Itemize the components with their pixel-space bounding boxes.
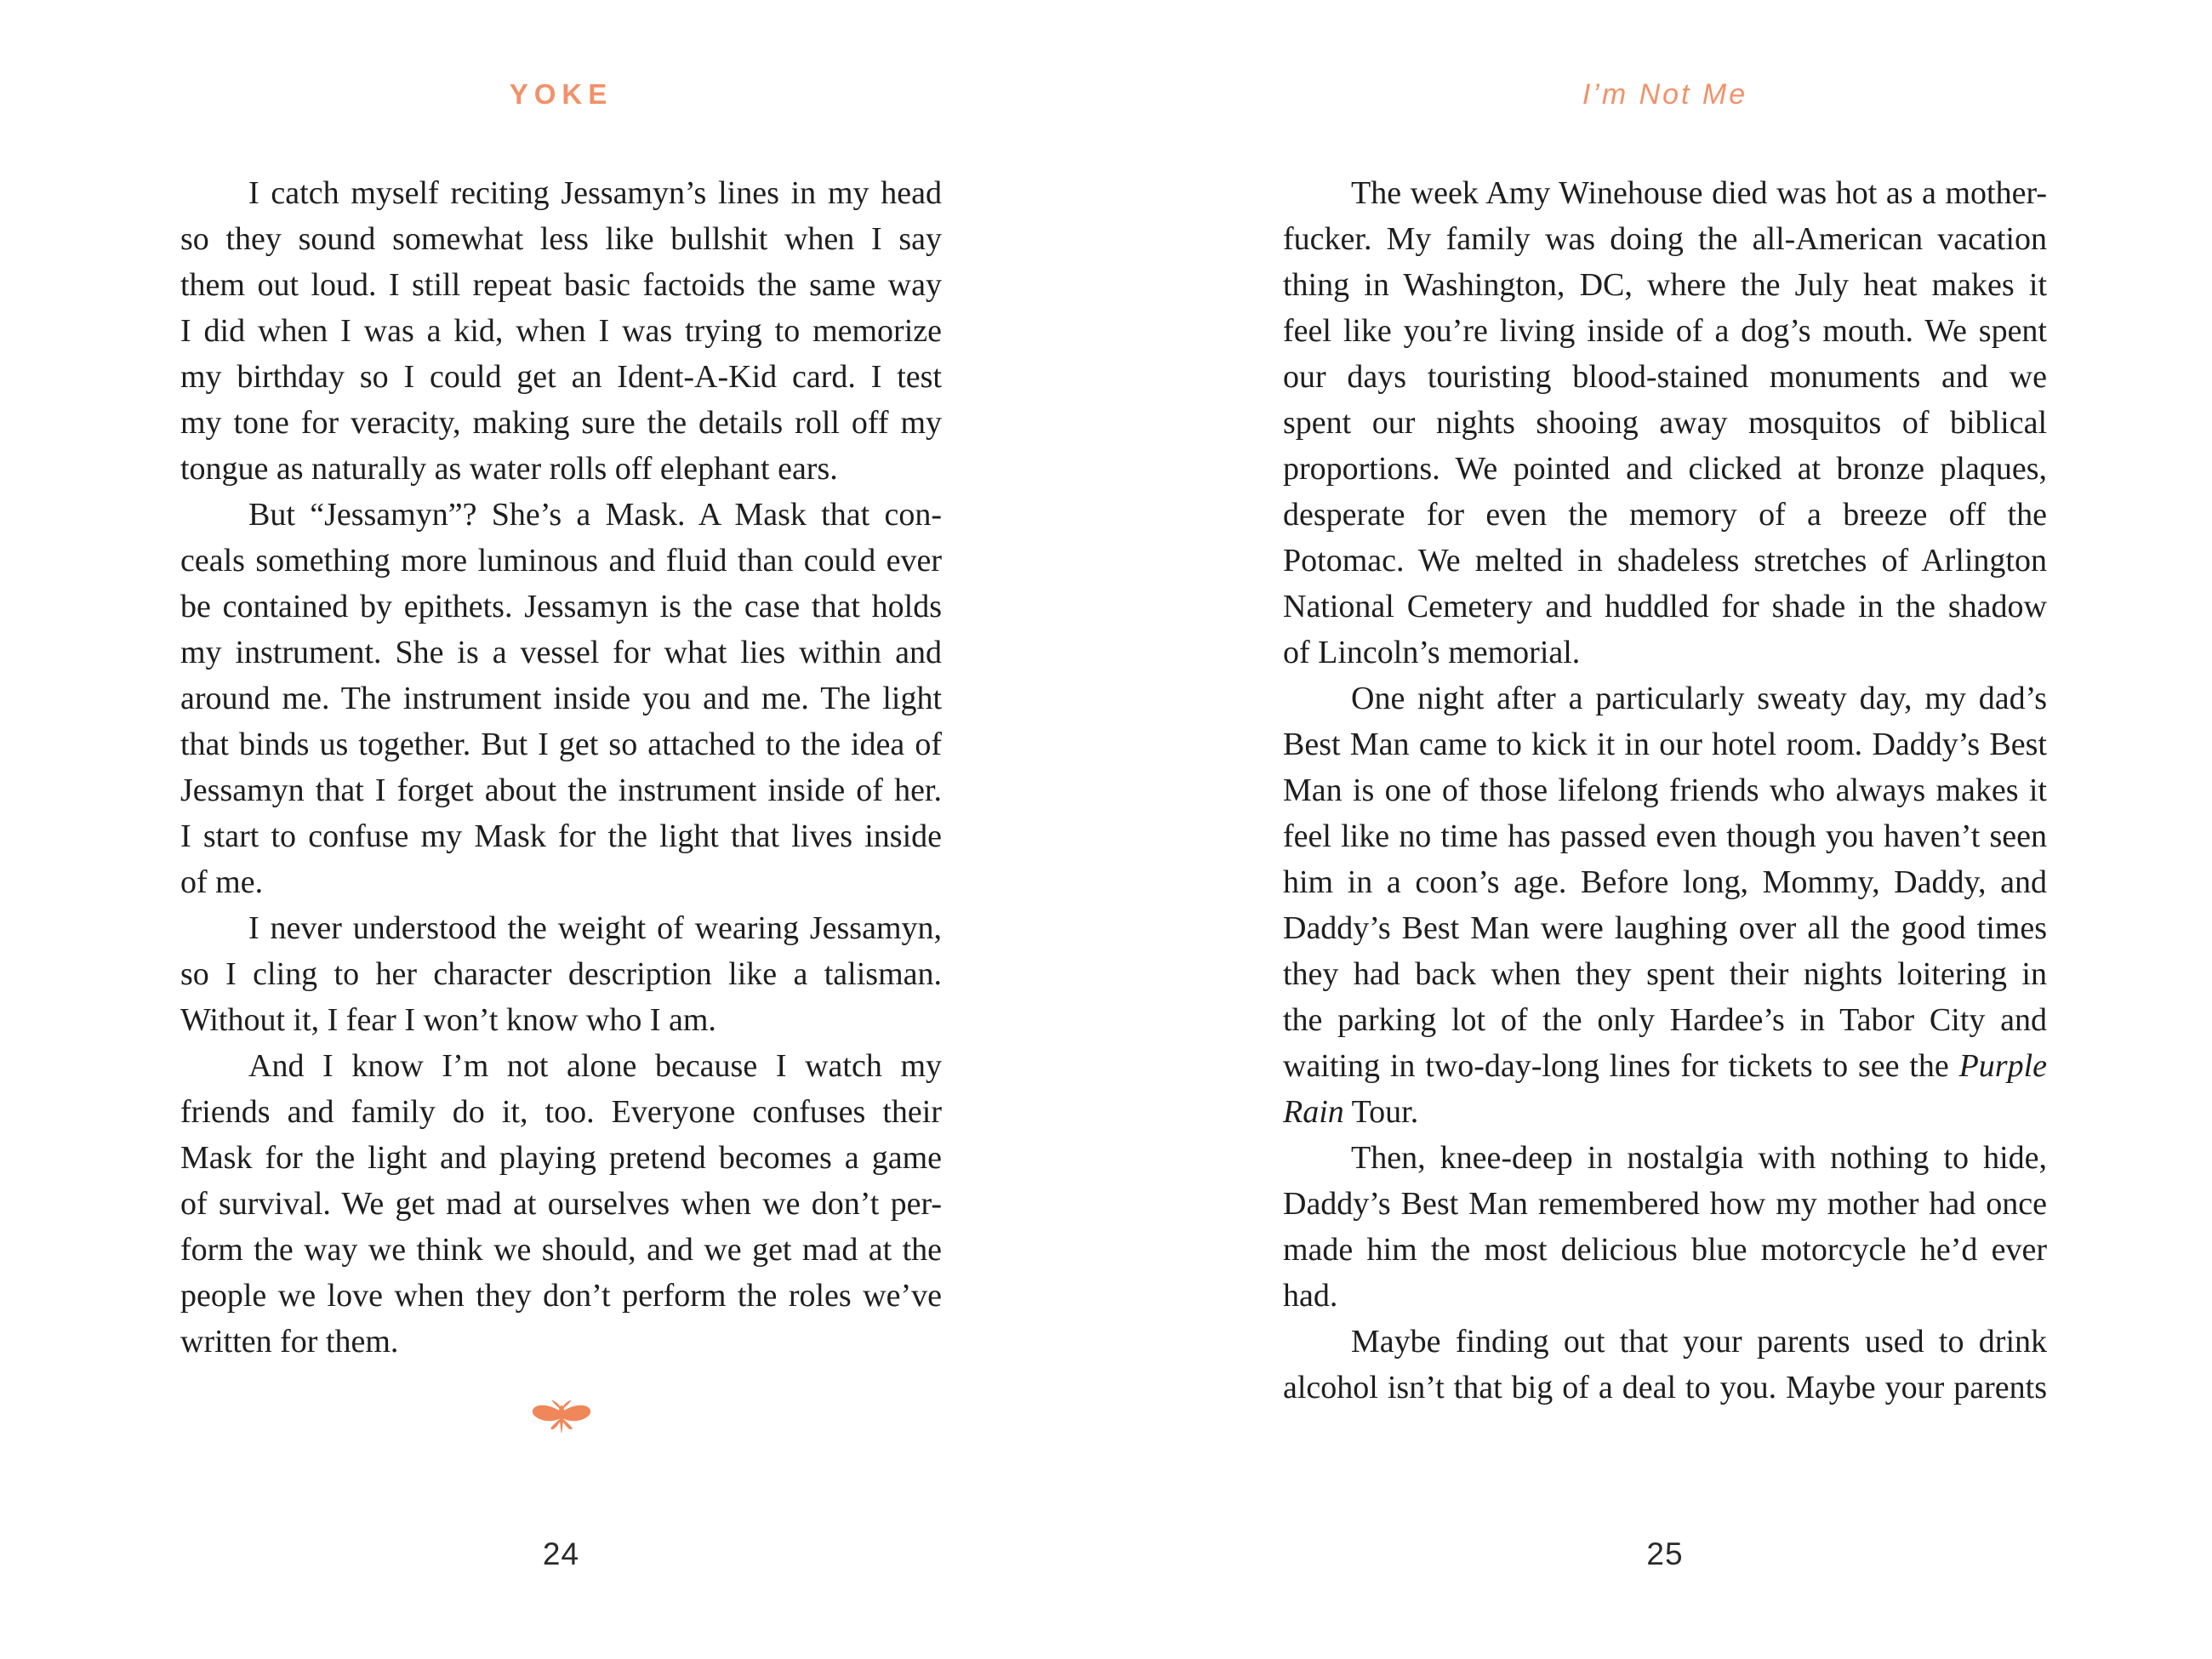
text-line: Man is one of those lifelong friends who always makes it xyxy=(1283,772,2047,808)
text-line: that binds us together. But I get so attached to the idea of xyxy=(180,727,942,762)
text-line: Daddy’s Best Man remembered how my mother had once xyxy=(1283,1186,2047,1222)
text-line: I never understood the weight of wearing Jessamyn, xyxy=(248,910,942,946)
text-line: friends and family do it, too. Everyone confuses their xyxy=(180,1094,942,1130)
text-line: And I know I’m not alone because I watch my xyxy=(248,1048,942,1084)
text-line: But “Jessamyn”? She’s a Mask. A Mask that con- xyxy=(248,497,942,533)
text-line: they had back when they spent their nights loitering in xyxy=(1283,956,2047,992)
moth-icon xyxy=(528,1430,595,1445)
text-line: I start to confuse my Mask for the light that lives inside xyxy=(180,818,942,854)
text-line: around me. The instrument inside you and me. The light xyxy=(180,681,942,716)
text-line: so I cling to her character description like a talisman. xyxy=(180,956,942,992)
text-line: the parking lot of the only Hardee’s in Tabor City and xyxy=(1283,1002,2047,1038)
page-right xyxy=(1283,0,2047,1659)
text-line: Maybe finding out that your parents used to drink xyxy=(1351,1324,2047,1360)
text-line: tongue as naturally as water rolls off elephant ears. xyxy=(180,451,838,487)
text-line: proportions. We pointed and clicked at bronze plaques, xyxy=(1283,451,2047,487)
text-line: Jessamyn that I forget about the instrument inside of her. xyxy=(180,772,942,808)
text-line: I catch myself reciting Jessamyn’s lines in my head xyxy=(248,175,942,211)
text-line: made him the most delicious blue motorcycle he’d ever xyxy=(1283,1232,2047,1268)
page-number-left: 24 xyxy=(542,1536,580,1571)
text-line: Mask for the light and playing pretend becomes a game xyxy=(180,1140,942,1176)
text-line: spent our nights shooing away mosquitos of biblical xyxy=(1283,405,2047,441)
paragraph xyxy=(1283,1135,2047,1319)
text-line: The week Amy Winehouse died was hot as a mother- xyxy=(1351,175,2047,211)
text-line: ceals something more luminous and fluid than could ever xyxy=(180,543,942,579)
text-line: of survival. We get mad at ourselves when we don’t per- xyxy=(180,1186,942,1222)
text-line: Best Man came to kick it in our hotel room. Daddy’s Best xyxy=(1283,727,2047,762)
paragraph xyxy=(180,1043,942,1365)
text-line: feel like you’re living inside of a dog’s mouth. We spent xyxy=(1283,313,2047,349)
text-line: them out loud. I still repeat basic factoids the same way xyxy=(180,267,942,303)
text-line: I did when I was a kid, when I was trying to memorize xyxy=(180,313,942,349)
text-line: people we love when they don’t perform the roles we’ve xyxy=(180,1278,942,1314)
text-line: my tone for veracity, making sure the details roll off my xyxy=(180,405,942,441)
right-page-text xyxy=(1283,170,2047,1411)
text-line: National Cemetery and huddled for shade in the shadow xyxy=(1283,589,2047,624)
emphasized-text: Purple xyxy=(1958,1048,2047,1084)
paragraph xyxy=(180,905,942,1043)
text-line: written for them. xyxy=(180,1324,399,1360)
page-left xyxy=(180,0,942,1659)
text-line: my birthday so I could get an Ident-A-Kid card. I test xyxy=(180,359,942,395)
paragraph xyxy=(1283,170,2047,676)
paragraph xyxy=(1283,1319,2047,1411)
text-line: fucker. My family was doing the all-American vacation xyxy=(1283,221,2047,257)
text-line: Then, knee-deep in nostalgia with nothing to hide, xyxy=(1351,1140,2047,1176)
text-line: my instrument. She is a vessel for what lies within and xyxy=(180,635,942,670)
text-line: Rain Tour. xyxy=(1283,1094,1419,1130)
text-line: alcohol isn’t that big of a deal to you. Maybe your parents xyxy=(1283,1370,2047,1405)
text-line: thing in Washington, DC, where the July heat makes it xyxy=(1283,267,2047,303)
text-line: of me. xyxy=(180,864,264,900)
text-line: our days touristing blood-stained monuments and we xyxy=(1283,359,2047,395)
paragraph xyxy=(1283,676,2047,1135)
text-line: so they sound somewhat less like bullshit when I say xyxy=(180,221,942,257)
emphasized-text: Rain xyxy=(1283,1094,1344,1130)
text-line: be contained by epithets. Jessamyn is the case that holds xyxy=(180,589,942,624)
text-line: had. xyxy=(1283,1278,1338,1314)
text-line: him in a coon’s age. Before long, Mommy, Daddy, and xyxy=(1283,864,2047,900)
text-line: of Lincoln’s memorial. xyxy=(1283,635,1581,670)
paragraph xyxy=(180,492,942,905)
running-head-book-title: YOKE xyxy=(509,78,613,110)
text-line: form the way we think we should, and we get mad at the xyxy=(180,1232,942,1268)
text-line: Daddy’s Best Man were laughing over all the good times xyxy=(1283,910,2047,946)
text-line: desperate for even the memory of a breeze off the xyxy=(1283,497,2047,533)
section-break-ornament xyxy=(180,1392,942,1445)
text-line: One night after a particularly sweaty day, my dad’s xyxy=(1351,681,2047,716)
running-head-chapter-title: I’m Not Me xyxy=(1582,78,1748,111)
paragraph xyxy=(180,170,942,492)
text-line: waiting in two-day-long lines for tickets to see the Purple xyxy=(1283,1048,2047,1084)
page-number-right: 25 xyxy=(1646,1536,1684,1571)
text-line: Potomac. We melted in shadeless stretches of Arlington xyxy=(1283,543,2047,579)
text-line: Without it, I fear I won’t know who I am. xyxy=(180,1002,716,1038)
left-page-text xyxy=(180,170,942,1365)
text-line: feel like no time has passed even though you haven’t seen xyxy=(1283,818,2047,854)
